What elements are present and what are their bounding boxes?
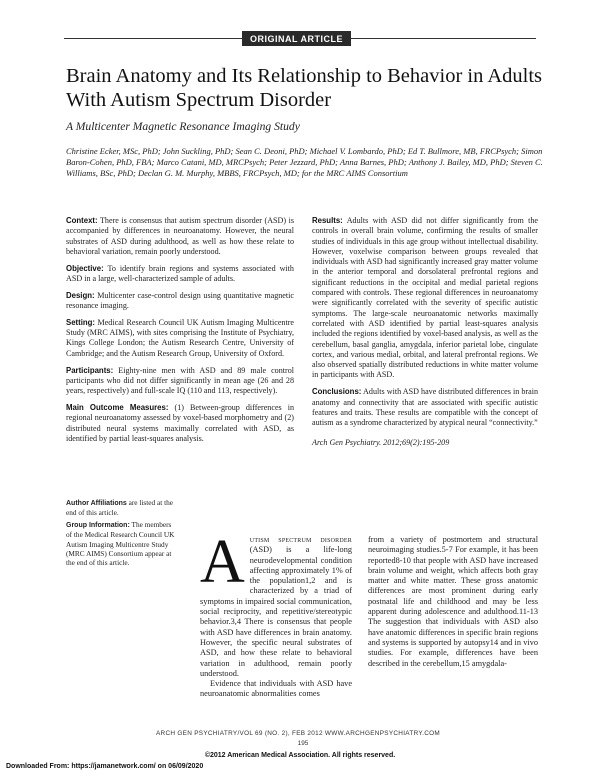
- results-label: Results:: [312, 216, 343, 225]
- abstract-right-column: [312, 216, 538, 455]
- affiliations-note: [66, 498, 178, 518]
- article-title: Brain Anatomy and Its Relationship to Behavior in Adults With Autism Spectrum Disorder: [66, 65, 543, 111]
- conclusions-text: Adults with ASD have distributed differences in brain anatomy and connectivity that are associated with specific autistic features and traits. These results are compatible with the concept of autism as a syndrome characterized by atypical neural “connectivity.”: [312, 387, 539, 428]
- intro-paragraph-2: Evidence that individuals with ASD have neuroanatomic abnormalities comes: [200, 679, 352, 699]
- setting-label: Setting:: [66, 317, 96, 327]
- abstract-participants: [66, 366, 294, 397]
- abstract-objective: [66, 264, 294, 285]
- abstract-conclusions: [312, 387, 538, 428]
- body-column-2: [368, 535, 538, 669]
- article-citation: Arch Gen Psychiatry. 2012;69(2):195-209: [312, 438, 450, 448]
- abstract-results: [312, 216, 538, 381]
- setting-text: Medical Research Council UK Autism Imaging Multicentre Study (MRC AIMS), with sites comprising the Institute of Psychiatry, Kings College London; the Autism Research Centre, University of Cambridge; and the Autism Research Group, University of Oxford.: [66, 317, 294, 358]
- article-type-tag: ORIGINAL ARTICLE: [242, 31, 351, 46]
- context-label: Context:: [66, 216, 98, 225]
- abstract-setting: [66, 318, 294, 359]
- body-column-1: [200, 528, 352, 700]
- measures-text: (1) Between-group differences in regional neuroanatomy assessed by voxel-based morphometry and (2) distributed neural systems maximally correlated with ASD, as identified by partial least-squares analysis.: [66, 402, 294, 443]
- article-subtitle: A Multicenter Magnetic Resonance Imaging Study: [66, 120, 300, 133]
- abstract-measures: [66, 403, 294, 444]
- journal-footer: ARCH GEN PSYCHIATRY/VOL 69 (NO. 2), FEB 2012 WWW.ARCHGENPSYCHIATRY.COM: [155, 730, 440, 737]
- design-text: Multicenter case-control design using quantitative magnetic resonance imaging.: [66, 290, 294, 311]
- participants-text: Eighty-nine men with ASD and 89 male control participants who did not differ significantly in mean age (26 and 28 years, respectively) and full-scale IQ (110 and 113, respectively).: [66, 365, 294, 396]
- group-information-label: Group Information:: [66, 521, 130, 529]
- objective-text: To identify brain regions and systems associated with ASD in a large, well-characterized sample of adults.: [66, 263, 294, 283]
- context-text: There is consensus that autism spectrum disorder (ASD) is accompanied by differences in neuroanatomy. However, the neural substrates of ASD during adulthood, as well as how these relate to behavioral variation, remain poorly understood.: [66, 216, 294, 256]
- conclusions-label: Conclusions:: [312, 387, 362, 397]
- page-number: 195: [297, 740, 309, 747]
- affiliations-label: Author Affiliations: [66, 500, 127, 507]
- results-text: Adults with ASD did not differ significantly from the controls in overall brain volume, confirming the results of smaller studies of individuals in this age group without intellectual disability. However, voxelwise comparison between groups revealed that individuals with ASD had significantly increased gray matter volume in the anterior temporal and dorsolateral prefrontal regions and significant reductions in the occipital and medial parietal regions compared with controls. These regional differences in neuroanatomy were significantly correlated with the severity of specific autistic symptoms. The large-scale neuroanatomic networks maximally correlated with ASD identified by partial least-squares analysis included the regions identified by voxel-based analysis, as well as the cerebellum, basal ganglia, amygdala, inferior parietal lobe, cingulate cortex, and various medial, orbital, and lateral prefrontal regions. We also observed spatially distributed reductions in white matter volume in participants with ASD.: [312, 216, 538, 380]
- participants-label: Participants:: [66, 365, 114, 375]
- abstract-context: [66, 216, 294, 257]
- measures-label: Main Outcome Measures:: [66, 402, 169, 412]
- group-information-text: The members of the Medical Research Council UK Autism Imaging Multicentre Study (MRC AIMS) Consortium appear at the end of this article.: [66, 519, 175, 568]
- affiliations-sidebar: [66, 498, 178, 570]
- drop-cap: A: [200, 528, 245, 596]
- lead-in-smallcaps: utism spectrum disorder: [249, 535, 352, 544]
- download-stamp: Downloaded From: https://jamanetwork.com/ on 06/09/2020: [6, 763, 204, 770]
- intro-paragraph-3: from a variety of postmortem and structural neuroimaging studies.5-7 For example, it has been reported8-10 that people with ASD have increased brain volume and weight, which affects both gray matter and white matter. These gross anatomic differences are most prominent during early postnatal life and childhood and may be less apparent during adolescence and adulthood.11-13 The suggestion that individuals with ASD also have anatomic differences in specific brain regions and systems is supported by autopsy14 and in vivo studies. For example, differences have been described in the cerebellum,15 amygdala-: [368, 535, 538, 668]
- intro-paragraph-1: [200, 528, 352, 679]
- group-information-note: [66, 520, 178, 568]
- abstract-left-column: [66, 216, 294, 451]
- intro-paragraph-1-text: (ASD) is a life-long neurodevelopmental condition affecting approximately 1% of the population1,2 and is characterized by a triad of symptoms in impaired social communication, social reciprocity, and repetitive/stereotypic behavior.3,4 There is consensus that people with ASD have differences in brain anatomy. However, the specific neural substrates of ASD, and how these relate to behavioral variation in adulthood, remain poorly understood.: [200, 545, 352, 678]
- author-list: Christine Ecker, MSc, PhD; John Suckling, PhD; Sean C. Deoni, PhD; Michael V. Lombardo, PhD; Ed T. Bullmore, MB, FRCPsych; Simon Baron-Cohen, PhD, FBA; Marco Catani, MD, MRCPsych; Peter Jezzard, PhD; Anna Barnes, PhD; Anthony J. Bailey, MD, PhD; Steven C. Williams, BSc, PhD; Declan G. M. Murphy, MBBS, FRCPsych, MD; for the MRC AIMS Consortium: [66, 146, 543, 178]
- abstract-design: [66, 291, 294, 312]
- affiliations-text: are listed at the end of this article.: [66, 498, 173, 518]
- objective-label: Objective:: [66, 263, 104, 273]
- copyright-notice: ©2012 American Medical Association. All rights reserved.: [204, 752, 396, 759]
- design-label: Design:: [66, 290, 95, 300]
